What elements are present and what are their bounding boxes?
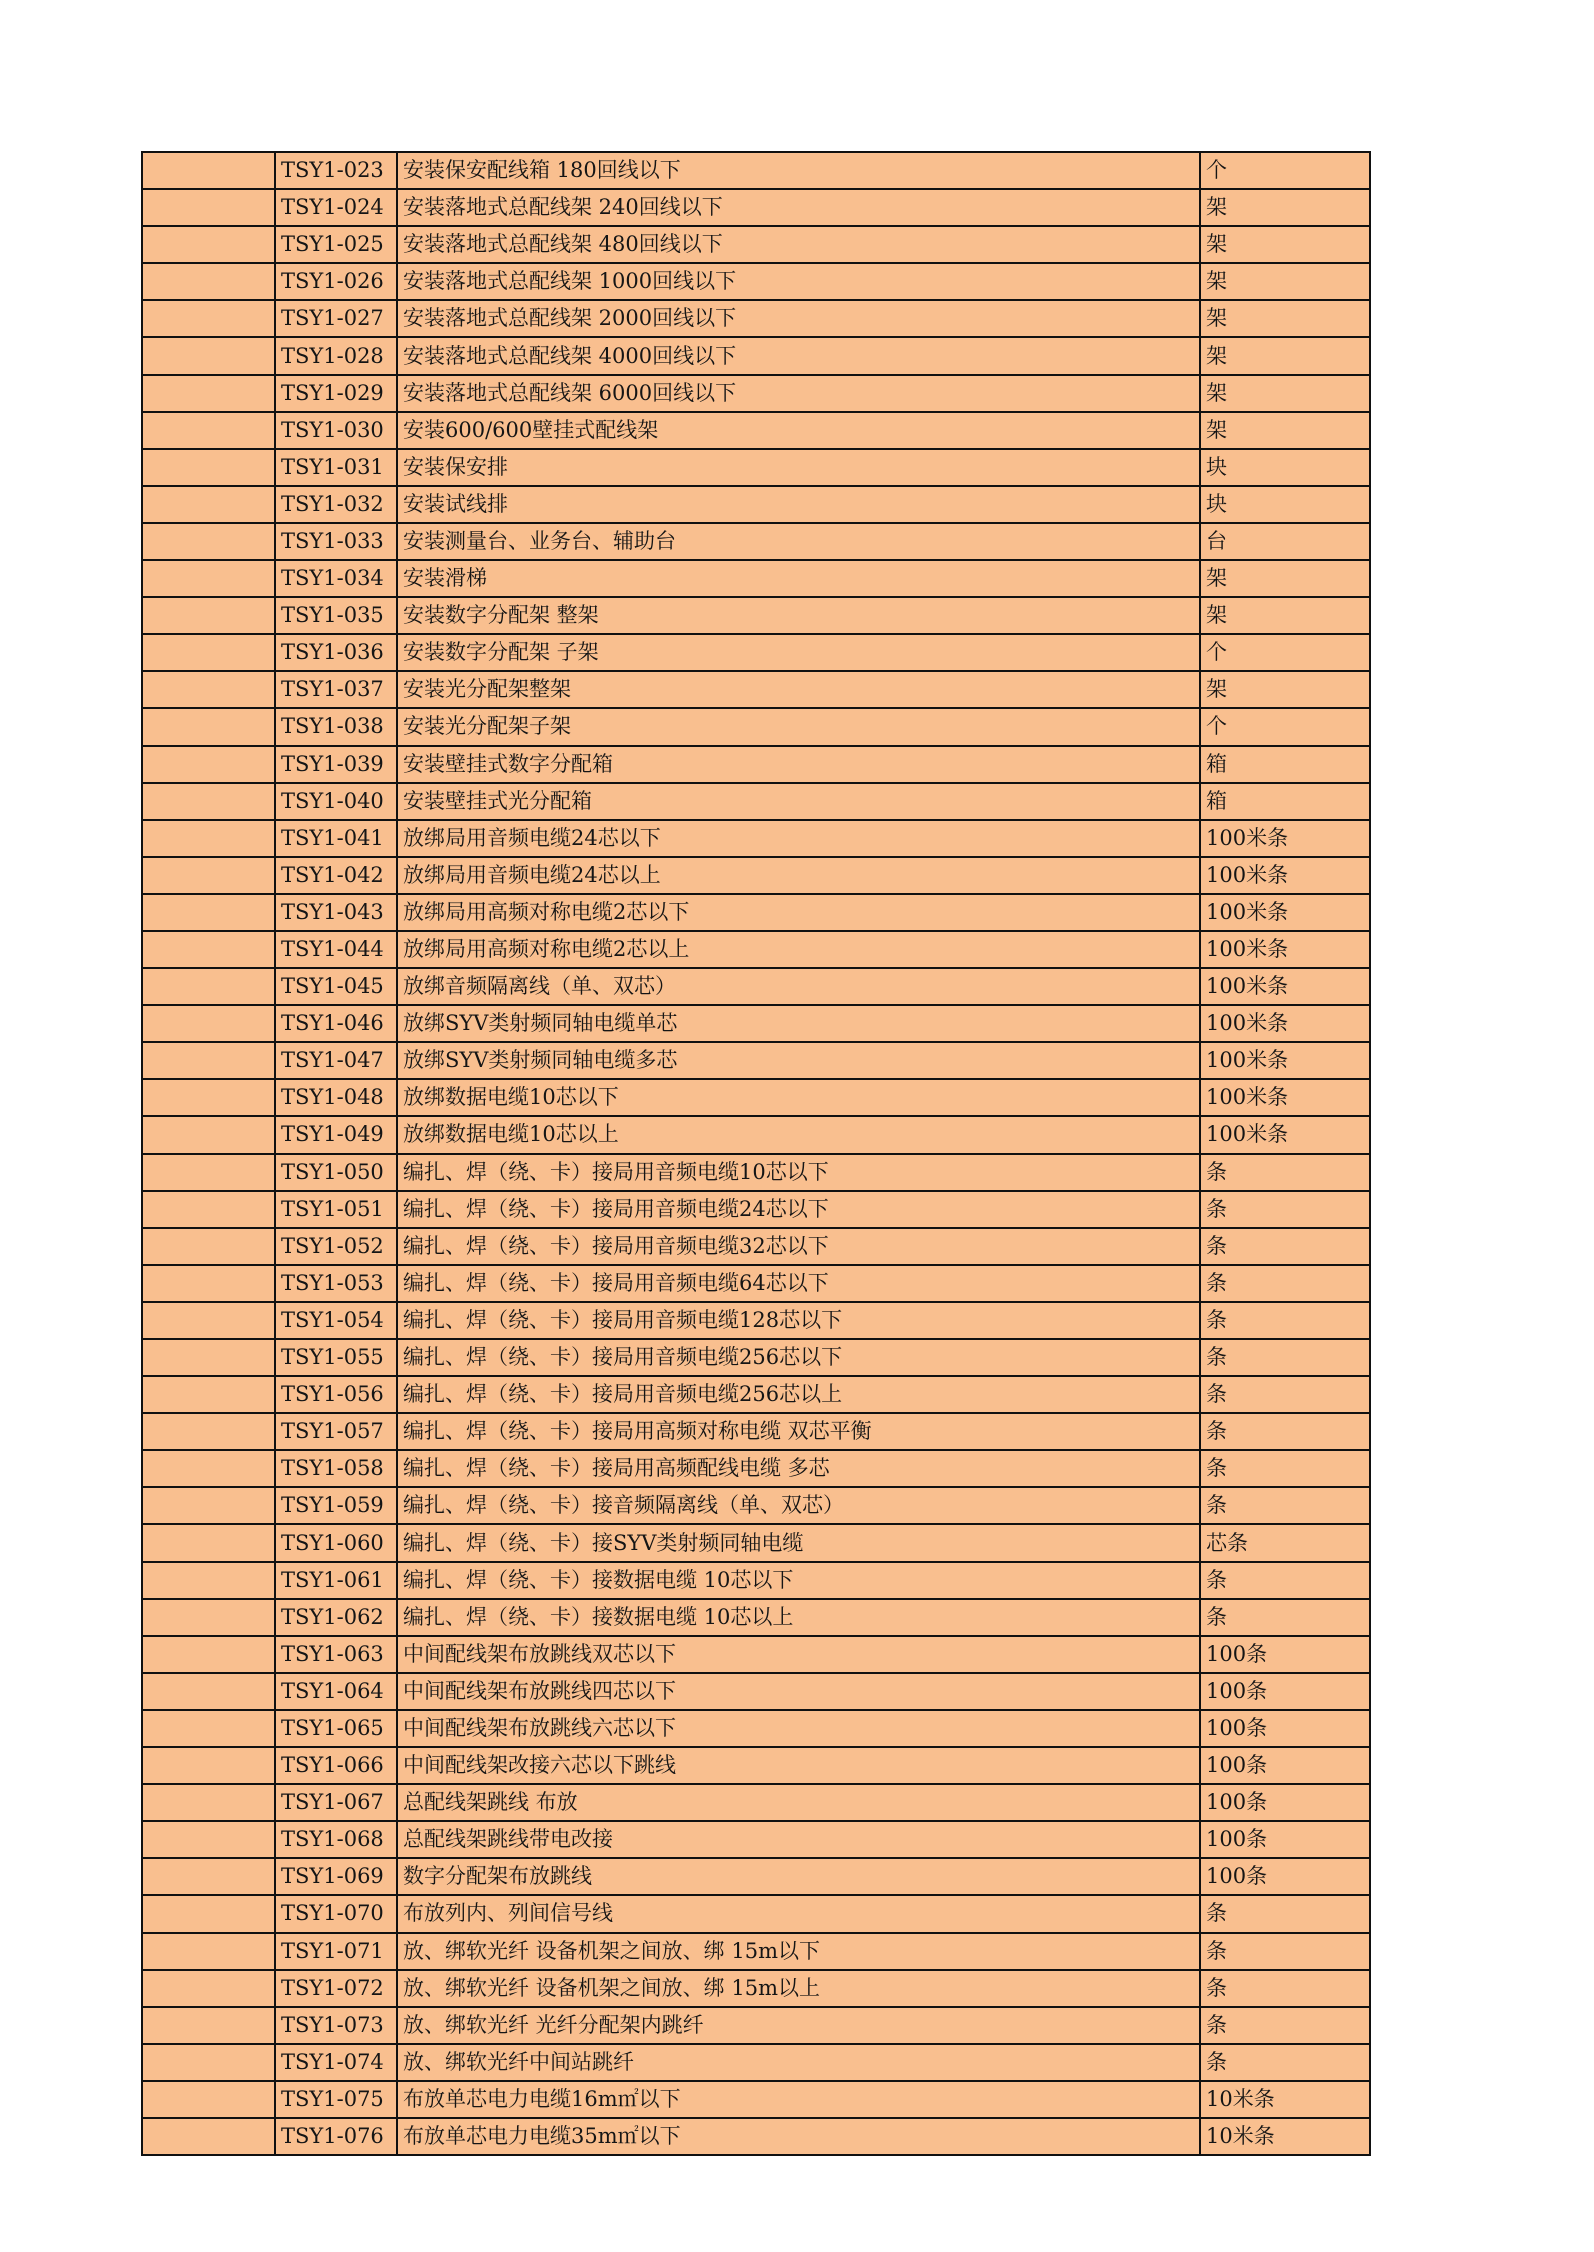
table-row (142, 560, 1370, 597)
item-code-cell: TSY1-051 (275, 1191, 397, 1228)
table-row (142, 1673, 1370, 1710)
item-code-cell: TSY1-024 (275, 189, 397, 226)
blank-cell (142, 671, 275, 708)
item-code-cell: TSY1-062 (275, 1599, 397, 1636)
item-description-cell: 安装保安排 (397, 449, 1200, 486)
blank-cell (142, 300, 275, 337)
blank-cell (142, 857, 275, 894)
table-row (142, 857, 1370, 894)
unit-cell: 100米条 (1200, 894, 1370, 931)
table-row (142, 708, 1370, 745)
item-description-cell: 安装保安配线箱 180回线以下 (397, 152, 1200, 189)
unit-cell: 块 (1200, 486, 1370, 523)
item-description-cell: 安装落地式总配线架 480回线以下 (397, 226, 1200, 263)
blank-cell (142, 486, 275, 523)
blank-cell (142, 189, 275, 226)
item-description-cell: 安装滑梯 (397, 560, 1200, 597)
blank-cell (142, 1710, 275, 1747)
table-row (142, 1895, 1370, 1932)
item-code-cell: TSY1-054 (275, 1302, 397, 1339)
unit-cell: 架 (1200, 226, 1370, 263)
unit-cell: 100米条 (1200, 820, 1370, 857)
blank-cell (142, 2007, 275, 2044)
table-row (142, 486, 1370, 523)
item-description-cell: 中间配线架改接六芯以下跳线 (397, 1747, 1200, 1784)
unit-cell: 架 (1200, 263, 1370, 300)
item-description-cell: 放绑数据电缆10芯以下 (397, 1079, 1200, 1116)
unit-cell: 块 (1200, 449, 1370, 486)
unit-cell: 100条 (1200, 1821, 1370, 1858)
item-description-cell: 安装落地式总配线架 4000回线以下 (397, 337, 1200, 374)
item-code-cell: TSY1-041 (275, 820, 397, 857)
table-row (142, 1154, 1370, 1191)
item-code-cell: TSY1-065 (275, 1710, 397, 1747)
blank-cell (142, 1413, 275, 1450)
item-description-cell: 编扎、焊（绕、卡）接局用音频电缆256芯以上 (397, 1376, 1200, 1413)
unit-cell: 架 (1200, 337, 1370, 374)
blank-cell (142, 1079, 275, 1116)
table-row (142, 1265, 1370, 1302)
unit-cell: 箱 (1200, 783, 1370, 820)
blank-cell (142, 2118, 275, 2155)
unit-cell: 100米条 (1200, 857, 1370, 894)
blank-cell (142, 1450, 275, 1487)
item-description-cell: 编扎、焊（绕、卡）接局用音频电缆256芯以下 (397, 1339, 1200, 1376)
item-code-cell: TSY1-044 (275, 931, 397, 968)
blank-cell (142, 226, 275, 263)
table-row (142, 894, 1370, 931)
table-row (142, 968, 1370, 1005)
item-description-cell: 放绑局用音频电缆24芯以上 (397, 857, 1200, 894)
item-code-cell: TSY1-023 (275, 152, 397, 189)
item-code-cell: TSY1-034 (275, 560, 397, 597)
blank-cell (142, 1524, 275, 1561)
unit-cell: 100米条 (1200, 1005, 1370, 1042)
item-code-cell: TSY1-036 (275, 634, 397, 671)
item-code-cell: TSY1-073 (275, 2007, 397, 2044)
unit-cell: 芯条 (1200, 1524, 1370, 1561)
rate-table-body (142, 152, 1370, 2155)
item-code-cell: TSY1-026 (275, 263, 397, 300)
blank-cell (142, 1116, 275, 1153)
blank-cell (142, 1895, 275, 1932)
table-row (142, 671, 1370, 708)
table-row (142, 1042, 1370, 1079)
blank-cell (142, 820, 275, 857)
item-code-cell: TSY1-076 (275, 2118, 397, 2155)
item-code-cell: TSY1-056 (275, 1376, 397, 1413)
unit-cell: 条 (1200, 1450, 1370, 1487)
table-row (142, 1450, 1370, 1487)
table-row (142, 597, 1370, 634)
table-row (142, 523, 1370, 560)
blank-cell (142, 708, 275, 745)
item-description-cell: 中间配线架布放跳线双芯以下 (397, 1636, 1200, 1673)
item-description-cell: 安装落地式总配线架 1000回线以下 (397, 263, 1200, 300)
item-code-cell: TSY1-059 (275, 1487, 397, 1524)
unit-cell: 架 (1200, 300, 1370, 337)
unit-cell: 条 (1200, 1970, 1370, 2007)
item-code-cell: TSY1-053 (275, 1265, 397, 1302)
unit-cell: 条 (1200, 1376, 1370, 1413)
blank-cell (142, 412, 275, 449)
table-row (142, 1636, 1370, 1673)
table-row (142, 2044, 1370, 2081)
unit-cell: 100米条 (1200, 968, 1370, 1005)
item-description-cell: 放绑数据电缆10芯以上 (397, 1116, 1200, 1153)
item-description-cell: 编扎、焊（绕、卡）接局用音频电缆24芯以下 (397, 1191, 1200, 1228)
item-code-cell: TSY1-049 (275, 1116, 397, 1153)
blank-cell (142, 1562, 275, 1599)
item-description-cell: 安装壁挂式光分配箱 (397, 783, 1200, 820)
item-code-cell: TSY1-048 (275, 1079, 397, 1116)
unit-cell: 100条 (1200, 1784, 1370, 1821)
unit-cell: 架 (1200, 189, 1370, 226)
table-row (142, 1191, 1370, 1228)
item-description-cell: 安装落地式总配线架 6000回线以下 (397, 375, 1200, 412)
item-code-cell: TSY1-039 (275, 746, 397, 783)
blank-cell (142, 1228, 275, 1265)
table-row (142, 1413, 1370, 1450)
blank-cell (142, 1673, 275, 1710)
item-description-cell: 编扎、焊（绕、卡）接局用音频电缆128芯以下 (397, 1302, 1200, 1339)
unit-cell: 100条 (1200, 1710, 1370, 1747)
unit-cell: 条 (1200, 1191, 1370, 1228)
item-description-cell: 中间配线架布放跳线六芯以下 (397, 1710, 1200, 1747)
table-row (142, 412, 1370, 449)
item-code-cell: TSY1-047 (275, 1042, 397, 1079)
unit-cell: 100条 (1200, 1747, 1370, 1784)
item-code-cell: TSY1-035 (275, 597, 397, 634)
unit-cell: 条 (1200, 2044, 1370, 2081)
item-description-cell: 安装壁挂式数字分配箱 (397, 746, 1200, 783)
table-row (142, 1858, 1370, 1895)
item-description-cell: 放、绑软光纤 设备机架之间放、绑 15m以上 (397, 1970, 1200, 2007)
table-row (142, 1710, 1370, 1747)
table-row (142, 1339, 1370, 1376)
blank-cell (142, 1487, 275, 1524)
blank-cell (142, 894, 275, 931)
item-description-cell: 放绑音频隔离线（单、双芯） (397, 968, 1200, 1005)
blank-cell (142, 783, 275, 820)
blank-cell (142, 2081, 275, 2118)
unit-cell: 架 (1200, 671, 1370, 708)
item-description-cell: 安装数字分配架 整架 (397, 597, 1200, 634)
unit-cell: 条 (1200, 1599, 1370, 1636)
item-description-cell: 中间配线架布放跳线四芯以下 (397, 1673, 1200, 1710)
table-row (142, 1933, 1370, 1970)
item-code-cell: TSY1-064 (275, 1673, 397, 1710)
unit-cell: 10米条 (1200, 2081, 1370, 2118)
blank-cell (142, 560, 275, 597)
unit-cell: 条 (1200, 1487, 1370, 1524)
unit-cell: 个 (1200, 152, 1370, 189)
unit-cell: 100条 (1200, 1636, 1370, 1673)
blank-cell (142, 968, 275, 1005)
item-code-cell: TSY1-040 (275, 783, 397, 820)
blank-cell (142, 152, 275, 189)
blank-cell (142, 1154, 275, 1191)
blank-cell (142, 1265, 275, 1302)
item-code-cell: TSY1-050 (275, 1154, 397, 1191)
unit-cell: 架 (1200, 597, 1370, 634)
table-row (142, 1562, 1370, 1599)
blank-cell (142, 634, 275, 671)
item-description-cell: 编扎、焊（绕、卡）接局用音频电缆32芯以下 (397, 1228, 1200, 1265)
blank-cell (142, 449, 275, 486)
item-code-cell: TSY1-068 (275, 1821, 397, 1858)
item-description-cell: 安装测量台、业务台、辅助台 (397, 523, 1200, 560)
unit-cell: 100米条 (1200, 1042, 1370, 1079)
blank-cell (142, 337, 275, 374)
unit-cell: 个 (1200, 708, 1370, 745)
unit-cell: 条 (1200, 1154, 1370, 1191)
item-code-cell: TSY1-030 (275, 412, 397, 449)
unit-cell: 条 (1200, 1265, 1370, 1302)
blank-cell (142, 1784, 275, 1821)
item-code-cell: TSY1-075 (275, 2081, 397, 2118)
unit-cell: 台 (1200, 523, 1370, 560)
item-code-cell: TSY1-070 (275, 1895, 397, 1932)
unit-cell: 100米条 (1200, 1079, 1370, 1116)
unit-cell: 条 (1200, 1413, 1370, 1450)
item-description-cell: 布放单芯电力电缆16m㎡以下 (397, 2081, 1200, 2118)
item-code-cell: TSY1-027 (275, 300, 397, 337)
item-description-cell: 编扎、焊（绕、卡）接数据电缆 10芯以上 (397, 1599, 1200, 1636)
item-code-cell: TSY1-043 (275, 894, 397, 931)
item-code-cell: TSY1-032 (275, 486, 397, 523)
table-row (142, 1970, 1370, 2007)
item-code-cell: TSY1-033 (275, 523, 397, 560)
item-code-cell: TSY1-058 (275, 1450, 397, 1487)
unit-cell: 架 (1200, 375, 1370, 412)
table-row (142, 1228, 1370, 1265)
table-row (142, 1005, 1370, 1042)
unit-cell: 10米条 (1200, 2118, 1370, 2155)
table-row (142, 1747, 1370, 1784)
table-row (142, 783, 1370, 820)
item-description-cell: 放绑局用高频对称电缆2芯以下 (397, 894, 1200, 931)
blank-cell (142, 1747, 275, 1784)
unit-cell: 条 (1200, 1933, 1370, 1970)
item-description-cell: 放、绑软光纤 光纤分配架内跳纤 (397, 2007, 1200, 2044)
item-code-cell: TSY1-042 (275, 857, 397, 894)
item-description-cell: 总配线架跳线带电改接 (397, 1821, 1200, 1858)
table-row (142, 1116, 1370, 1153)
blank-cell (142, 1042, 275, 1079)
unit-cell: 条 (1200, 1228, 1370, 1265)
table-row (142, 1524, 1370, 1561)
table-row (142, 1302, 1370, 1339)
item-description-cell: 布放单芯电力电缆35m㎡以下 (397, 2118, 1200, 2155)
blank-cell (142, 1302, 275, 1339)
table-row (142, 1376, 1370, 1413)
item-description-cell: 安装数字分配架 子架 (397, 634, 1200, 671)
table-row (142, 820, 1370, 857)
item-code-cell: TSY1-060 (275, 1524, 397, 1561)
item-description-cell: 编扎、焊（绕、卡）接局用音频电缆10芯以下 (397, 1154, 1200, 1191)
unit-cell: 架 (1200, 560, 1370, 597)
item-code-cell: TSY1-071 (275, 1933, 397, 1970)
item-code-cell: TSY1-037 (275, 671, 397, 708)
item-description-cell: 安装落地式总配线架 240回线以下 (397, 189, 1200, 226)
table-row (142, 1784, 1370, 1821)
item-description-cell: 数字分配架布放跳线 (397, 1858, 1200, 1895)
unit-cell: 个 (1200, 634, 1370, 671)
table-row (142, 152, 1370, 189)
item-description-cell: 放绑SYV类射频同轴电缆单芯 (397, 1005, 1200, 1042)
blank-cell (142, 1933, 275, 1970)
table-row (142, 2007, 1370, 2044)
item-description-cell: 编扎、焊（绕、卡）接数据电缆 10芯以下 (397, 1562, 1200, 1599)
unit-cell: 100米条 (1200, 931, 1370, 968)
blank-cell (142, 375, 275, 412)
unit-cell: 100条 (1200, 1673, 1370, 1710)
item-code-cell: TSY1-028 (275, 337, 397, 374)
table-row (142, 1079, 1370, 1116)
blank-cell (142, 1821, 275, 1858)
blank-cell (142, 1858, 275, 1895)
table-row (142, 300, 1370, 337)
table-row (142, 634, 1370, 671)
unit-cell: 架 (1200, 412, 1370, 449)
table-row (142, 263, 1370, 300)
table-row (142, 226, 1370, 263)
table-row (142, 746, 1370, 783)
blank-cell (142, 1599, 275, 1636)
rate-table (141, 151, 1371, 2156)
item-code-cell: TSY1-066 (275, 1747, 397, 1784)
unit-cell: 条 (1200, 1339, 1370, 1376)
blank-cell (142, 1005, 275, 1042)
item-code-cell: TSY1-072 (275, 1970, 397, 2007)
item-description-cell: 编扎、焊（绕、卡）接局用高频对称电缆 双芯平衡 (397, 1413, 1200, 1450)
item-code-cell: TSY1-057 (275, 1413, 397, 1450)
item-code-cell: TSY1-045 (275, 968, 397, 1005)
item-description-cell: 安装光分配架整架 (397, 671, 1200, 708)
unit-cell: 100条 (1200, 1858, 1370, 1895)
blank-cell (142, 263, 275, 300)
item-code-cell: TSY1-046 (275, 1005, 397, 1042)
table-row (142, 449, 1370, 486)
unit-cell: 100米条 (1200, 1116, 1370, 1153)
item-description-cell: 编扎、焊（绕、卡）接局用音频电缆64芯以下 (397, 1265, 1200, 1302)
blank-cell (142, 931, 275, 968)
item-description-cell: 总配线架跳线 布放 (397, 1784, 1200, 1821)
item-code-cell: TSY1-031 (275, 449, 397, 486)
table-row (142, 189, 1370, 226)
blank-cell (142, 1636, 275, 1673)
blank-cell (142, 523, 275, 560)
item-code-cell: TSY1-029 (275, 375, 397, 412)
table-row (142, 1821, 1370, 1858)
unit-cell: 箱 (1200, 746, 1370, 783)
unit-cell: 条 (1200, 1895, 1370, 1932)
item-description-cell: 安装光分配架子架 (397, 708, 1200, 745)
item-description-cell: 编扎、焊（绕、卡）接SYV类射频同轴电缆 (397, 1524, 1200, 1561)
item-description-cell: 放绑局用音频电缆24芯以下 (397, 820, 1200, 857)
item-code-cell: TSY1-067 (275, 1784, 397, 1821)
item-description-cell: 放绑局用高频对称电缆2芯以上 (397, 931, 1200, 968)
blank-cell (142, 597, 275, 634)
blank-cell (142, 1970, 275, 2007)
table-row (142, 337, 1370, 374)
item-code-cell: TSY1-052 (275, 1228, 397, 1265)
table-row (142, 1487, 1370, 1524)
table-row (142, 1599, 1370, 1636)
blank-cell (142, 1191, 275, 1228)
item-description-cell: 布放列内、列间信号线 (397, 1895, 1200, 1932)
item-code-cell: TSY1-069 (275, 1858, 397, 1895)
table-row (142, 2118, 1370, 2155)
item-code-cell: TSY1-074 (275, 2044, 397, 2081)
item-description-cell: 放绑SYV类射频同轴电缆多芯 (397, 1042, 1200, 1079)
item-code-cell: TSY1-038 (275, 708, 397, 745)
item-description-cell: 放、绑软光纤中间站跳纤 (397, 2044, 1200, 2081)
unit-cell: 条 (1200, 2007, 1370, 2044)
table-row (142, 2081, 1370, 2118)
blank-cell (142, 746, 275, 783)
item-description-cell: 编扎、焊（绕、卡）接局用高频配线电缆 多芯 (397, 1450, 1200, 1487)
item-description-cell: 安装600/600壁挂式配线架 (397, 412, 1200, 449)
item-description-cell: 安装试线排 (397, 486, 1200, 523)
table-row (142, 931, 1370, 968)
item-description-cell: 安装落地式总配线架 2000回线以下 (397, 300, 1200, 337)
unit-cell: 条 (1200, 1302, 1370, 1339)
blank-cell (142, 1376, 275, 1413)
item-code-cell: TSY1-055 (275, 1339, 397, 1376)
item-description-cell: 编扎、焊（绕、卡）接音频隔离线（单、双芯） (397, 1487, 1200, 1524)
unit-cell: 条 (1200, 1562, 1370, 1599)
blank-cell (142, 1339, 275, 1376)
blank-cell (142, 2044, 275, 2081)
item-code-cell: TSY1-025 (275, 226, 397, 263)
item-code-cell: TSY1-063 (275, 1636, 397, 1673)
item-description-cell: 放、绑软光纤 设备机架之间放、绑 15m以下 (397, 1933, 1200, 1970)
table-row (142, 375, 1370, 412)
item-code-cell: TSY1-061 (275, 1562, 397, 1599)
